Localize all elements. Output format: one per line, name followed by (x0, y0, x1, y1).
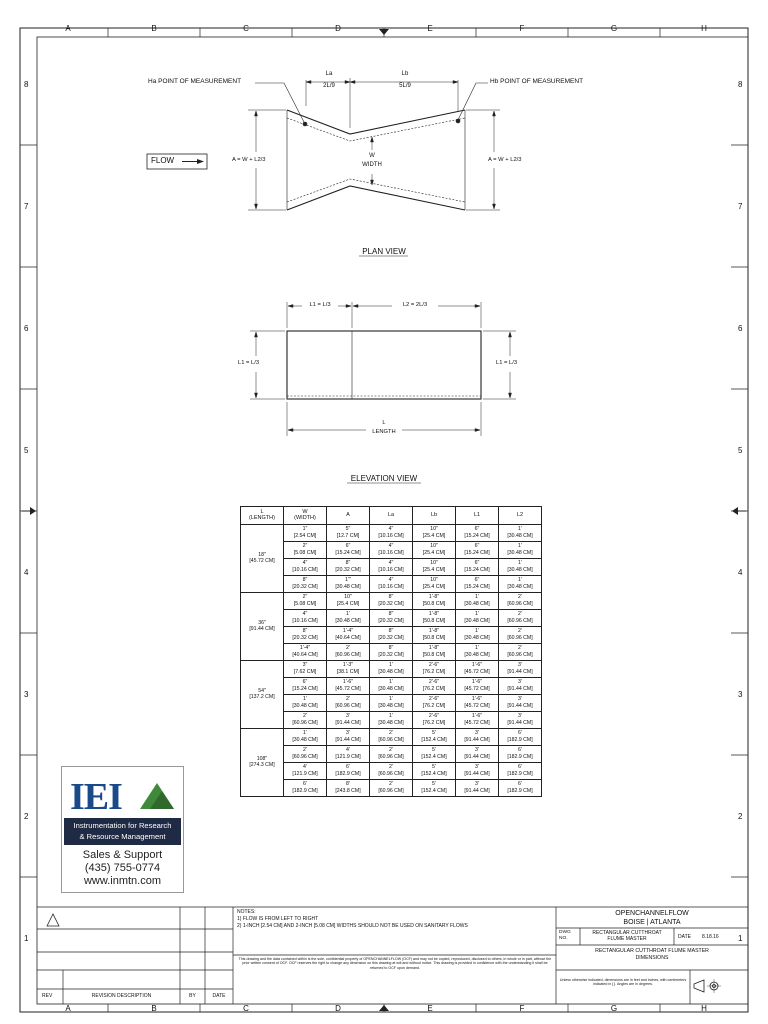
table-cell: 6" [15.24 CM] (456, 575, 499, 592)
length-group-cell: 54" [137.2 CM] (241, 660, 284, 728)
zone-row-2-right: 2 (738, 812, 743, 821)
table-cell: 8' [243.8 CM] (327, 779, 370, 796)
table-cell: 8" [20.32 CM] (370, 643, 413, 660)
by-column-label: BY (189, 993, 196, 999)
l1-left-label: L1 = L/3 (238, 360, 260, 366)
logo-letters: IEI (70, 776, 122, 818)
table-cell: 2' [60.96 CM] (499, 592, 542, 609)
table-cell: 1'-6" [45.72 CM] (456, 694, 499, 711)
note-2: 2) 1-INCH [2.54 CM] AND 2-INCH [5.08 CM] WIDTHS SHOULD NOT BE USED ON SANITARY FLOWS (237, 922, 468, 929)
zone-row-1-right: 1 (738, 934, 743, 943)
table-cell: 10" [25.4 CM] (413, 575, 456, 592)
table-cell: 2" [5.08 CM] (284, 592, 327, 609)
table-cell: 6' [182.9 CM] (499, 728, 542, 745)
table-cell: 6' [182.9 CM] (499, 762, 542, 779)
table-cell: 1'-3" [38.1 CM] (327, 660, 370, 677)
zone-col-a-top: A (65, 24, 71, 33)
table-cell: 6' [182.9 CM] (327, 762, 370, 779)
center-arrow-bottom (379, 1005, 389, 1011)
zone-row-3-left: 3 (24, 690, 29, 699)
table-cell: 1' [30.48 CM] (499, 541, 542, 558)
table-row (241, 592, 542, 609)
table-cell: 1' [30.48 CM] (284, 694, 327, 711)
width-dimension (371, 137, 374, 185)
table-cell: 1' [30.48 CM] (499, 558, 542, 575)
zone-row-7-left: 7 (24, 202, 29, 211)
table-cell: 3' [91.44 CM] (499, 677, 542, 694)
table-cell: 3' [91.44 CM] (456, 745, 499, 762)
table-cell: 3' [91.44 CM] (327, 711, 370, 728)
zone-col-c-top: C (243, 24, 249, 33)
zone-col-b-bottom: B (151, 1004, 157, 1013)
zone-row-6-left: 6 (24, 324, 29, 333)
table-cell: 4' [121.9 CM] (284, 762, 327, 779)
length-l: L (382, 420, 386, 426)
table-cell: 2'-6" [76.2 CM] (413, 660, 456, 677)
table-cell: 5' [152.4 CM] (413, 728, 456, 745)
elevation-view-title: ELEVATION VIEW (350, 474, 418, 483)
table-cell: 6" [15.24 CM] (327, 541, 370, 558)
zone-row-6-right: 6 (738, 324, 743, 333)
third-angle-projection-icon (694, 979, 721, 993)
table-cell: 1" [2.54 CM] (284, 524, 327, 541)
l1-right-label: L1 = L/3 (496, 360, 518, 366)
center-arrow-top (379, 29, 389, 35)
table-cell: 4" [10.16 CM] (284, 558, 327, 575)
table-cell: 1'-6" [45.72 CM] (456, 660, 499, 677)
table-cell: 8" [20.32 CM] (370, 592, 413, 609)
table-cell: 6" [15.24 CM] (456, 524, 499, 541)
table-cell: 1'-6" [45.72 CM] (456, 711, 499, 728)
company-name: OPENCHANNELFLOW (615, 910, 689, 917)
logo-tagline-1: Instrumentation for Research (73, 821, 172, 830)
company-block (556, 909, 748, 927)
table-cell: 2' [60.96 CM] (327, 694, 370, 711)
logo-contact (62, 849, 183, 888)
table-header-row (241, 507, 542, 525)
table-cell: 4" [10.16 CM] (370, 558, 413, 575)
date-value: 8.18.16 (702, 934, 719, 940)
zone-col-b-top: B (151, 24, 157, 33)
table-cell: 8" [20.32 CM] (370, 626, 413, 643)
website-link[interactable]: www.inmtn.com (83, 875, 162, 887)
zone-col-d-top: D (335, 24, 341, 33)
elevation-view-flume (287, 331, 481, 399)
table-row (241, 694, 542, 711)
table-row (241, 524, 542, 541)
table-cell: 3' [91.44 CM] (499, 694, 542, 711)
table-cell: 1'-6" [45.72 CM] (327, 677, 370, 694)
table-cell: 6' [182.9 CM] (284, 779, 327, 796)
l1-top-label: L1 = L/3 (309, 302, 331, 308)
table-cell: 1' [30.48 CM] (499, 524, 542, 541)
length-group-cell: 108" [274.3 CM] (241, 728, 284, 796)
table-cell: 4" [10.16 CM] (370, 541, 413, 558)
table-cell: 3" [7.62 CM] (284, 660, 327, 677)
zone-row-8-left: 8 (24, 80, 29, 89)
la-label: La (325, 71, 333, 77)
table-row (241, 609, 542, 626)
plan-view-title: PLAN VIEW (362, 247, 406, 256)
a-right-label: A = W + L2/3 (488, 157, 522, 163)
table-cell: 2' [60.96 CM] (370, 762, 413, 779)
ha-measurement-label: Ha POINT OF MEASUREMENT (148, 78, 242, 85)
zone-col-f-top: F (519, 24, 525, 33)
table-cell: 1' [30.48 CM] (370, 694, 413, 711)
dwg-no-label: DWG NO. (559, 930, 571, 941)
zone-row-5-right: 5 (738, 446, 743, 455)
table-row (241, 626, 542, 643)
date-label: DATE (678, 934, 691, 940)
dwg-title: RECTANGULAR CUTTHROAT FLUME MASTER (592, 930, 662, 942)
table-cell: 2" [5.08 CM] (284, 541, 327, 558)
table-cell: 1'-6" [45.72 CM] (456, 677, 499, 694)
table-cell: 5" [12.7 CM] (327, 524, 370, 541)
notes-title: NOTES: (237, 909, 256, 915)
measurement-leaders (255, 83, 488, 126)
table-cell: 2' [60.96 CM] (499, 626, 542, 643)
zone-row-3-right: 3 (738, 690, 743, 699)
zone-col-a-bottom: A (65, 1004, 71, 1013)
length-group-cell: 36" [91.44 CM] (241, 592, 284, 660)
zone-col-f-bottom: F (519, 1004, 525, 1013)
table-cell: 1'-8" [50.8 CM] (413, 626, 456, 643)
zone-col-h-top: H (701, 24, 707, 33)
table-row (241, 711, 542, 728)
table-cell: 8" [20.32 CM] (370, 609, 413, 626)
note-1: 1) FLOW IS FROM LEFT TO RIGHT (237, 915, 319, 922)
table-cell: 2' [60.96 CM] (284, 745, 327, 762)
table-row (241, 643, 542, 660)
table-cell: 1' [30.48 CM] (284, 728, 327, 745)
col-header-la: La (370, 507, 413, 525)
table-cell: 10" [25.4 CM] (413, 541, 456, 558)
table-cell: 2'-6" [76.2 CM] (413, 694, 456, 711)
table-cell: 8" [20.32 CM] (327, 558, 370, 575)
table-cell: 2' [60.96 CM] (499, 643, 542, 660)
table-cell: 2' [60.96 CM] (284, 711, 327, 728)
center-arrow-right (732, 507, 738, 515)
lb-value: 5L/9 (399, 83, 411, 89)
table-row (241, 541, 542, 558)
table-cell: 1' [30.48 CM] (499, 575, 542, 592)
center-arrow-left (30, 507, 36, 515)
table-cell: 3' [91.44 CM] (499, 711, 542, 728)
table-cell: 1' [30.48 CM] (456, 609, 499, 626)
table-cell: 10" [25.4 CM] (413, 524, 456, 541)
length-group-cell: 18" [45.72 CM] (241, 524, 284, 592)
zone-row-2-left: 2 (24, 812, 29, 821)
revision-description-label: REVISION DESCRIPTION (91, 993, 152, 999)
logo-tagline-2: & Resource Management (79, 832, 166, 841)
units-note: Unless otherwise indicated, dimensions are in feet and inches, with centimeters indicated in [ ]. Angles are in degrees. (559, 978, 687, 987)
table-cell: 1'-4" [40.64 CM] (284, 643, 327, 660)
table-cell: 2' [60.96 CM] (370, 728, 413, 745)
table-cell: 4" [10.16 CM] (284, 609, 327, 626)
table-cell: 1' [30.48 CM] (370, 677, 413, 694)
table-cell: 1'-8" [50.8 CM] (413, 643, 456, 660)
table-cell: 2'-6" [76.2 CM] (413, 677, 456, 694)
table-cell: 1' [30.48 CM] (456, 643, 499, 660)
table-cell: 1'-8" [50.8 CM] (413, 609, 456, 626)
table-cell: 2' [60.96 CM] (327, 643, 370, 660)
col-header-l1: L1 (456, 507, 499, 525)
zone-row-5-left: 5 (24, 446, 29, 455)
rev-column-label: REV (42, 993, 53, 999)
col-header-lb: Lb (413, 507, 456, 525)
table-cell: 2' [60.96 CM] (370, 779, 413, 796)
table-row (241, 558, 542, 575)
table-cell: 5' [152.4 CM] (413, 762, 456, 779)
table-cell: 5' [152.4 CM] (413, 779, 456, 796)
col-header-length: L (LENGTH) (241, 507, 284, 525)
table-cell: 6" [15.24 CM] (284, 677, 327, 694)
table-cell: 10" [25.4 CM] (413, 558, 456, 575)
sheet-title: RECTANGULAR CUTTHROAT FLUME MASTER DIMENSIONS (595, 948, 709, 961)
table-cell: 6" [15.24 CM] (456, 558, 499, 575)
confidentiality-disclaimer: This drawing and the data contained within is the sole, confidential property of OPENCHANNELFLOW (OCF) and may not be copied, reproduced, disclosed to others, in whole or in part, without the prior written consent of OCF. OCF reserves the right to change any dimension on this drawing at will and without notice. This drawing is provided in confidence with the understanding it shall be returned to OCF upon demand. (238, 957, 552, 970)
logo-tagline-band (64, 818, 181, 845)
zone-row-8-right: 8 (738, 80, 743, 89)
dimension-table-wrap (240, 506, 542, 797)
elevation-dimensions (250, 302, 516, 436)
plan-view-flume (287, 110, 465, 210)
zone-row-7-right: 7 (738, 202, 743, 211)
table-cell: 1' [30.48 CM] (456, 626, 499, 643)
table-cell: 2' [60.96 CM] (370, 745, 413, 762)
zone-row-4-right: 4 (738, 568, 743, 577)
a-dimension (248, 110, 500, 210)
table-cell: 6' [182.9 CM] (499, 779, 542, 796)
zone-col-e-top: E (427, 24, 433, 33)
zone-row-4-left: 4 (24, 568, 29, 577)
zone-col-h-bottom: H (701, 1004, 707, 1013)
zone-col-c-bottom: C (243, 1004, 249, 1013)
table-cell: 3' [91.44 CM] (456, 779, 499, 796)
table-row (241, 677, 542, 694)
table-row (241, 728, 542, 745)
notes-block (237, 909, 468, 929)
iei-logo-card (61, 766, 184, 893)
table-cell: 6" [15.24 CM] (456, 541, 499, 558)
table-row (241, 575, 542, 592)
table-cell: 1' [30.48 CM] (370, 711, 413, 728)
zone-col-e-bottom: E (427, 1004, 433, 1013)
table-cell: 3' [91.44 CM] (499, 660, 542, 677)
revision-triangle-icon (47, 914, 59, 926)
zone-col-g-bottom: G (610, 1004, 618, 1013)
l2-top-label: L2 = 2L/3 (402, 302, 428, 308)
width-label: WIDTH (362, 162, 382, 168)
zone-col-d-bottom: D (335, 1004, 341, 1013)
dimension-table (240, 506, 542, 797)
col-header-width: W (WIDTH) (284, 507, 327, 525)
length-label: LENGTH (372, 429, 396, 435)
table-cell: 1'-4" [40.64 CM] (327, 626, 370, 643)
flow-label: FLOW (151, 156, 175, 165)
table-cell: 1'-8" [50.8 CM] (413, 592, 456, 609)
table-cell: 8" [20.32 CM] (284, 626, 327, 643)
table-cell: 6' [182.9 CM] (499, 745, 542, 762)
zone-row-1-left: 1 (24, 934, 29, 943)
table-row (241, 745, 542, 762)
table-cell: 8" [20.32 CM] (284, 575, 327, 592)
table-row (241, 660, 542, 677)
table-cell: 4' [121.9 CM] (327, 745, 370, 762)
table-cell: 2' [60.96 CM] (499, 609, 542, 626)
table-cell: 1' [30.48 CM] (370, 660, 413, 677)
col-header-l2: L2 (499, 507, 542, 525)
width-w: W (369, 153, 375, 159)
table-cell: 3' [91.44 CM] (327, 728, 370, 745)
table-cell: 10" [25.4 CM] (327, 592, 370, 609)
sales-support: Sales & Support (82, 849, 163, 861)
col-header-a: A (327, 507, 370, 525)
table-cell: 5' [152.4 CM] (413, 745, 456, 762)
phone-number: (435) 755-0774 (84, 862, 161, 874)
la-value: 2L/9 (323, 83, 335, 89)
zone-col-g-top: G (610, 24, 618, 33)
lb-label: Lb (401, 71, 409, 77)
date-column-label: DATE (212, 993, 226, 999)
table-cell: 3' [91.44 CM] (456, 728, 499, 745)
table-row (241, 779, 542, 796)
a-left-label: A = W + L2/3 (232, 157, 266, 163)
table-cell: 2'-6" [76.2 CM] (413, 711, 456, 728)
table-cell: 1'" [30.48 CM] (327, 575, 370, 592)
table-cell: 1' [30.48 CM] (456, 592, 499, 609)
company-locations: BOISE | ATLANTA (623, 919, 681, 926)
table-cell: 3' [91.44 CM] (456, 762, 499, 779)
table-cell: 4" [10.16 CM] (370, 575, 413, 592)
table-cell: 4" [10.16 CM] (370, 524, 413, 541)
table-cell: 1' [30.48 CM] (327, 609, 370, 626)
hb-measurement-label: Hb POINT OF MEASUREMENT (490, 78, 584, 85)
table-row (241, 762, 542, 779)
